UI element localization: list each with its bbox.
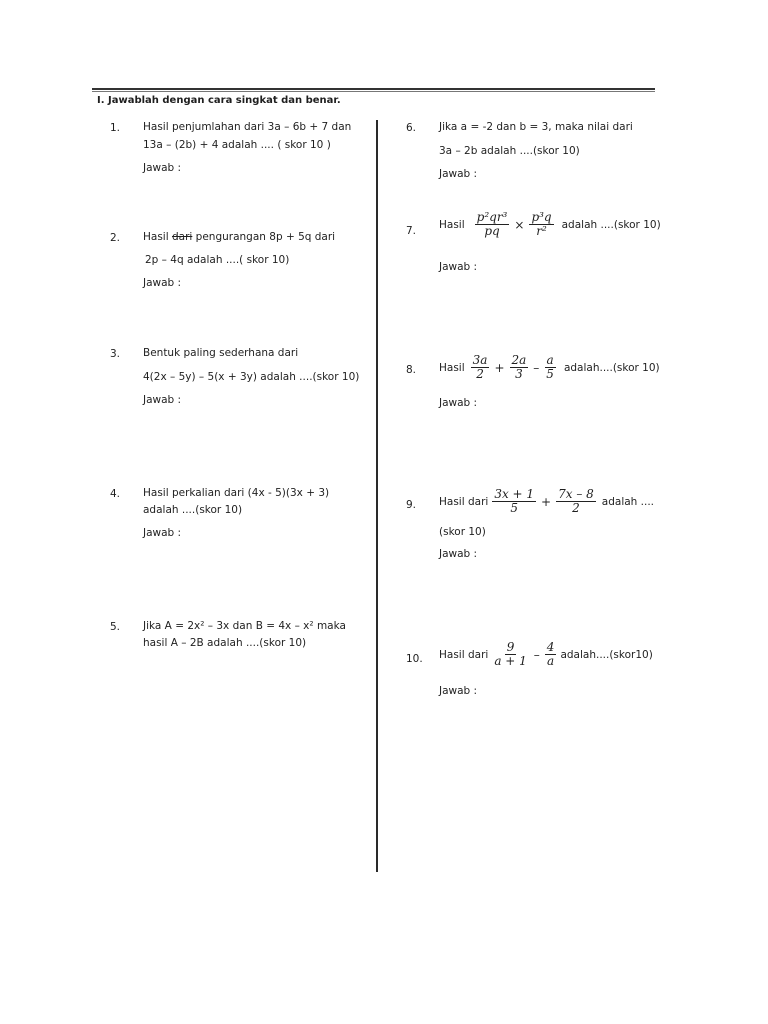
question-6-answer-label: Jawab : xyxy=(439,168,478,180)
question-3-line-2: 4(2x – 5y) – 5(x + 3y) adalah ....(skor 10) xyxy=(143,371,360,383)
question-8-fraction-2 xyxy=(510,354,529,381)
question-10-fraction-2-denominator: a xyxy=(547,654,555,668)
question-7-number: 7. xyxy=(406,225,417,237)
question-8-fraction-1-denominator: 2 xyxy=(476,367,484,381)
question-7-fraction-1 xyxy=(475,211,510,238)
question-9-fraction-1-denominator: 5 xyxy=(510,501,518,515)
question-5-line-1: Jika A = 2x² – 3x dan B = 4x – x² maka xyxy=(143,620,346,632)
question-4-number: 4. xyxy=(110,488,121,500)
question-2-line-1 xyxy=(143,230,335,244)
question-7-prefix: Hasil xyxy=(439,218,465,231)
question-1-line-2: 13a – (2b) + 4 adalah .... ( skor 10 ) xyxy=(143,139,331,151)
question-7-fraction-2-denominator: r² xyxy=(536,224,547,238)
question-5-line-2: hasil A – 2B adalah ....(skor 10) xyxy=(143,637,307,649)
question-1-line-1: Hasil penjumlahan dari 3a – 6b + 7 dan xyxy=(143,121,352,133)
question-9-answer-label: Jawab : xyxy=(439,548,478,560)
question-9-number: 9. xyxy=(406,499,417,511)
question-9-fraction-2-numerator: 7x – 8 xyxy=(558,487,594,501)
question-10-fraction-2-numerator: 4 xyxy=(546,640,555,654)
question-10-fraction-2 xyxy=(545,641,557,668)
question-8-fraction-3-numerator: a xyxy=(546,353,554,367)
column-divider xyxy=(376,120,378,872)
question-9-operator: + xyxy=(541,494,552,509)
top-rule xyxy=(92,88,655,90)
question-8-operator-2: – xyxy=(533,360,540,375)
question-9-prefix: Hasil dari xyxy=(439,495,489,508)
question-10-fraction-1-numerator: 9 xyxy=(506,640,515,654)
question-7-suffix: adalah ....(skor 10) xyxy=(561,218,661,231)
question-10-fraction-1-denominator: a + 1 xyxy=(494,654,527,668)
top-rule-secondary xyxy=(92,91,655,92)
question-10-answer-label: Jawab : xyxy=(439,685,478,697)
question-2-number: 2. xyxy=(110,232,121,244)
question-8-operator-1: + xyxy=(494,360,505,375)
question-10-fraction-1 xyxy=(492,641,528,668)
question-10-operator: – xyxy=(533,647,540,662)
question-5-number: 5. xyxy=(110,621,121,633)
question-7-fraction-2 xyxy=(529,211,553,238)
question-8-fraction-2-denominator: 3 xyxy=(515,367,523,381)
question-3-number: 3. xyxy=(110,348,121,360)
question-10-prefix: Hasil dari xyxy=(439,648,489,661)
question-7-answer-label: Jawab : xyxy=(439,261,478,273)
question-2-answer-label: Jawab : xyxy=(143,277,182,289)
question-8-fraction-1-numerator: 3a xyxy=(472,353,488,367)
question-9-fraction-1-numerator: 3x + 1 xyxy=(494,487,535,501)
question-4-line-2: adalah ....(skor 10) xyxy=(143,504,243,516)
question-8-answer-label: Jawab : xyxy=(439,397,478,409)
question-10-suffix: adalah....(skor10) xyxy=(560,648,653,661)
question-7-fraction-1-denominator: pq xyxy=(484,224,500,238)
question-6-line-2: 3a – 2b adalah ....(skor 10) xyxy=(439,145,580,157)
question-9-fraction-1 xyxy=(492,488,536,515)
question-2-line-1-b: pengurangan 8p + 5q dari xyxy=(192,231,336,243)
question-4-answer-label: Jawab : xyxy=(143,527,182,539)
question-8-fraction-3-denominator: 5 xyxy=(546,367,554,381)
question-8-expression xyxy=(439,354,660,381)
question-7-expression xyxy=(439,211,661,238)
question-2-struck-word: dari xyxy=(171,231,193,243)
question-1-number: 1. xyxy=(110,122,121,134)
question-8-number: 8. xyxy=(406,364,417,376)
question-2-line-2: 2p – 4q adalah ....( skor 10) xyxy=(145,254,290,266)
question-9-fraction-2 xyxy=(556,488,596,515)
question-7-fraction-2-numerator: p³q xyxy=(531,210,552,224)
question-7-fraction-1-numerator: p²qr³ xyxy=(476,210,508,224)
question-8-prefix: Hasil xyxy=(439,361,465,374)
question-3-answer-label: Jawab : xyxy=(143,394,182,406)
question-8-fraction-3 xyxy=(544,354,556,381)
question-9-fraction-2-denominator: 2 xyxy=(572,501,580,515)
question-2-line-1-a: Hasil xyxy=(143,231,172,243)
instruction-heading: I. Jawablah dengan cara singkat dan benar. xyxy=(97,95,341,106)
question-6-line-1: Jika a = -2 dan b = 3, maka nilai dari xyxy=(439,121,633,133)
question-9-expression xyxy=(439,488,654,515)
question-4-line-1: Hasil perkalian dari (4x - 5)(3x + 3) xyxy=(143,487,330,499)
question-8-fraction-1 xyxy=(471,354,490,381)
question-10-number: 10. xyxy=(406,653,423,665)
question-9-line-2: (skor 10) xyxy=(439,526,486,538)
question-10-expression xyxy=(439,641,653,668)
question-1-answer-label: Jawab : xyxy=(143,162,182,174)
question-6-number: 6. xyxy=(406,122,417,134)
question-8-fraction-2-numerator: 2a xyxy=(511,353,527,367)
question-7-operator: × xyxy=(514,217,525,232)
question-9-suffix: adalah .... xyxy=(601,495,655,508)
question-8-suffix: adalah....(skor 10) xyxy=(563,361,660,374)
question-3-line-1: Bentuk paling sederhana dari xyxy=(143,347,299,359)
